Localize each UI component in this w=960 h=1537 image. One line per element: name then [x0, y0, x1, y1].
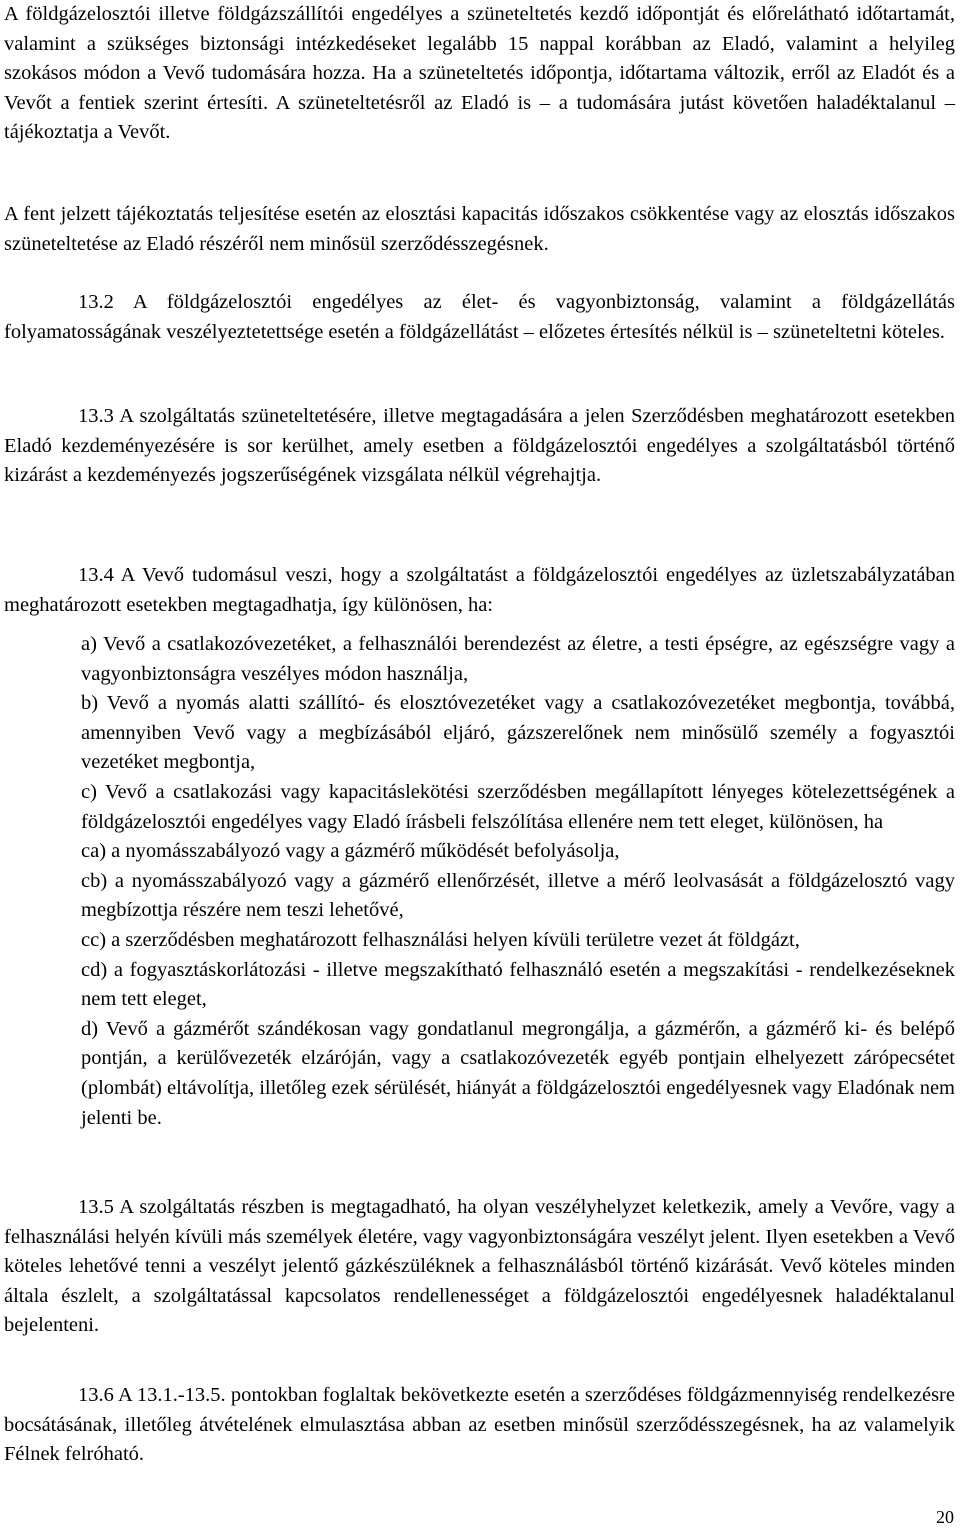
paragraph-13-5: 13.5 A szolgáltatás részben is megtagadható, ha olyan veszélyhelyzet keletkezik, amely a Vevőre, vagy a felhasználási helyén kívüli más személyek életére, vagy vagyonbiztonságára veszélyt jelent. Ilyen esetekben a Vevő köteles lehetővé tenni a veszélyt jelentő gázkészüléknek a felhasználásból történő kizárását. Vevő köteles minden általa észlelt, a szolgáltatással kapcsolatos rendellenességet a földgázelosztói engedélyesnek haladéktalanul bejelenteni.: [4, 1196, 955, 1337]
list-item-b: b) Vevő a nyomás alatti szállító- és elosztóvezetéket vagy a csatlakozóvezetéket megbontja, továbbá, amennyiben Vevő vagy a megbízásából eljáró, gázszerelőnek nem minősülő személy a fogyasztói vezetéket megbontja,: [81, 692, 955, 774]
list-item-cb: cb) a nyomásszabályozó vagy a gázmérő ellenőrzését, illetve a mérő leolvasását a földgázelosztó vagy megbízottja részére nem teszi lehetővé,: [81, 869, 955, 922]
list-item-cc: cc) a szerződésben meghatározott felhasználási helyen kívüli területre vezet át földgázt,: [81, 928, 800, 951]
paragraph-suspension-notice: A földgázelosztói illetve földgázszállítói engedélyes a szüneteltetés kezdő időpontját és előrelátható időtartamát, valamint a szükséges biztonsági intézkedéseket legalább 15 nappal korábban az Eladó, valamint a helyileg szokásos módon a Vevő tudomására hozza. Ha a szüneteltetés időpontja, időtartama változik, erről az Eladót és a Vevőt a fentiek szerint értesíti. A szüneteltetésről az Eladó is – a tudomására jutást követően haladéktalanul – tájékoztatja a Vevőt.: [4, 3, 955, 144]
list-item-d: d) Vevő a gázmérőt szándékosan vagy gondatlanul megrongálja, a gázmérőn, a gázmérő ki- és belépő pontján, a kerülővezeték elzáróján, vagy a csatlakozóvezeték egyéb pontjain elhelyezett zárópecsétet (plombát) eltávolítja, illetőleg ezek sérülését, hiányát a földgázelosztói engedélyesnek vagy Eladónak nem jelenti be.: [81, 1017, 955, 1129]
paragraph-13-3: 13.3 A szolgáltatás szüneteltetésére, illetve megtagadására a jelen Szerződésben meghatározott esetekben Eladó kezdeményezésére is sor kerülhet, amely esetben a földgázelosztói engedélyes a szolgáltatásból történő kizárást a kezdeményezés jogszerűségének vizsgálata nélkül végrehajtja.: [4, 405, 955, 487]
paragraph-information-fulfilment: A fent jelzett tájékoztatás teljesítése esetén az elosztási kapacitás időszakos csökkentése vagy az elosztás időszakos szüneteltetése az Eladó részéről nem minősül szerződésszegésnek.: [4, 203, 955, 255]
paragraph-13-2: 13.2 A földgázelosztói engedélyes az élet- és vagyonbiztonság, valamint a földgázellátás folyamatosságának veszélyeztetettsége esetén a földgázellátást – előzetes értesítés nélkül is – szüneteltetni köteles.: [4, 291, 955, 343]
list-item-c: c) Vevő a csatlakozási vagy kapacitáslekötési szerződésben megállapított lényeges kötelezettségének a földgázelosztói engedélyes vagy Eladó írásbeli felszólítása ellenére nem tett eleget, különösen, ha: [81, 780, 955, 833]
paragraph-13-6: 13.6 A 13.1.-13.5. pontokban foglaltak bekövetkezte esetén a szerződéses földgázmennyiség rendelkezésre bocsátásának, illetőleg átvételének elmulasztása abban az esetben minősül szerződésszegésnek, ha az valamelyik Félnek felróható.: [4, 1384, 955, 1466]
list-item-a: a) Vevő a csatlakozóvezetéket, a felhasználói berendezést az életre, a testi épségre, az egészségre vagy a vagyonbiztonságra veszélyes módon használja,: [81, 633, 955, 685]
paragraph-13-4: 13.4 A Vevő tudomásul veszi, hogy a szolgáltatást a földgázelosztói engedélyes az üzletszabályzatában meghatározott esetekben megtagadhatja, így különösen, ha:: [4, 564, 955, 616]
list-item-ca: ca) a nyomásszabályozó vagy a gázmérő működését befolyásolja,: [81, 840, 620, 863]
list-item-cd: cd) a fogyasztáskorlátozási - illetve megszakítható felhasználó esetén a megszakítási - rendelkezéseknek nem tett eleget,: [81, 958, 955, 1011]
refusal-cases-list: [81, 630, 955, 1133]
page-number: 20: [936, 1507, 954, 1527]
